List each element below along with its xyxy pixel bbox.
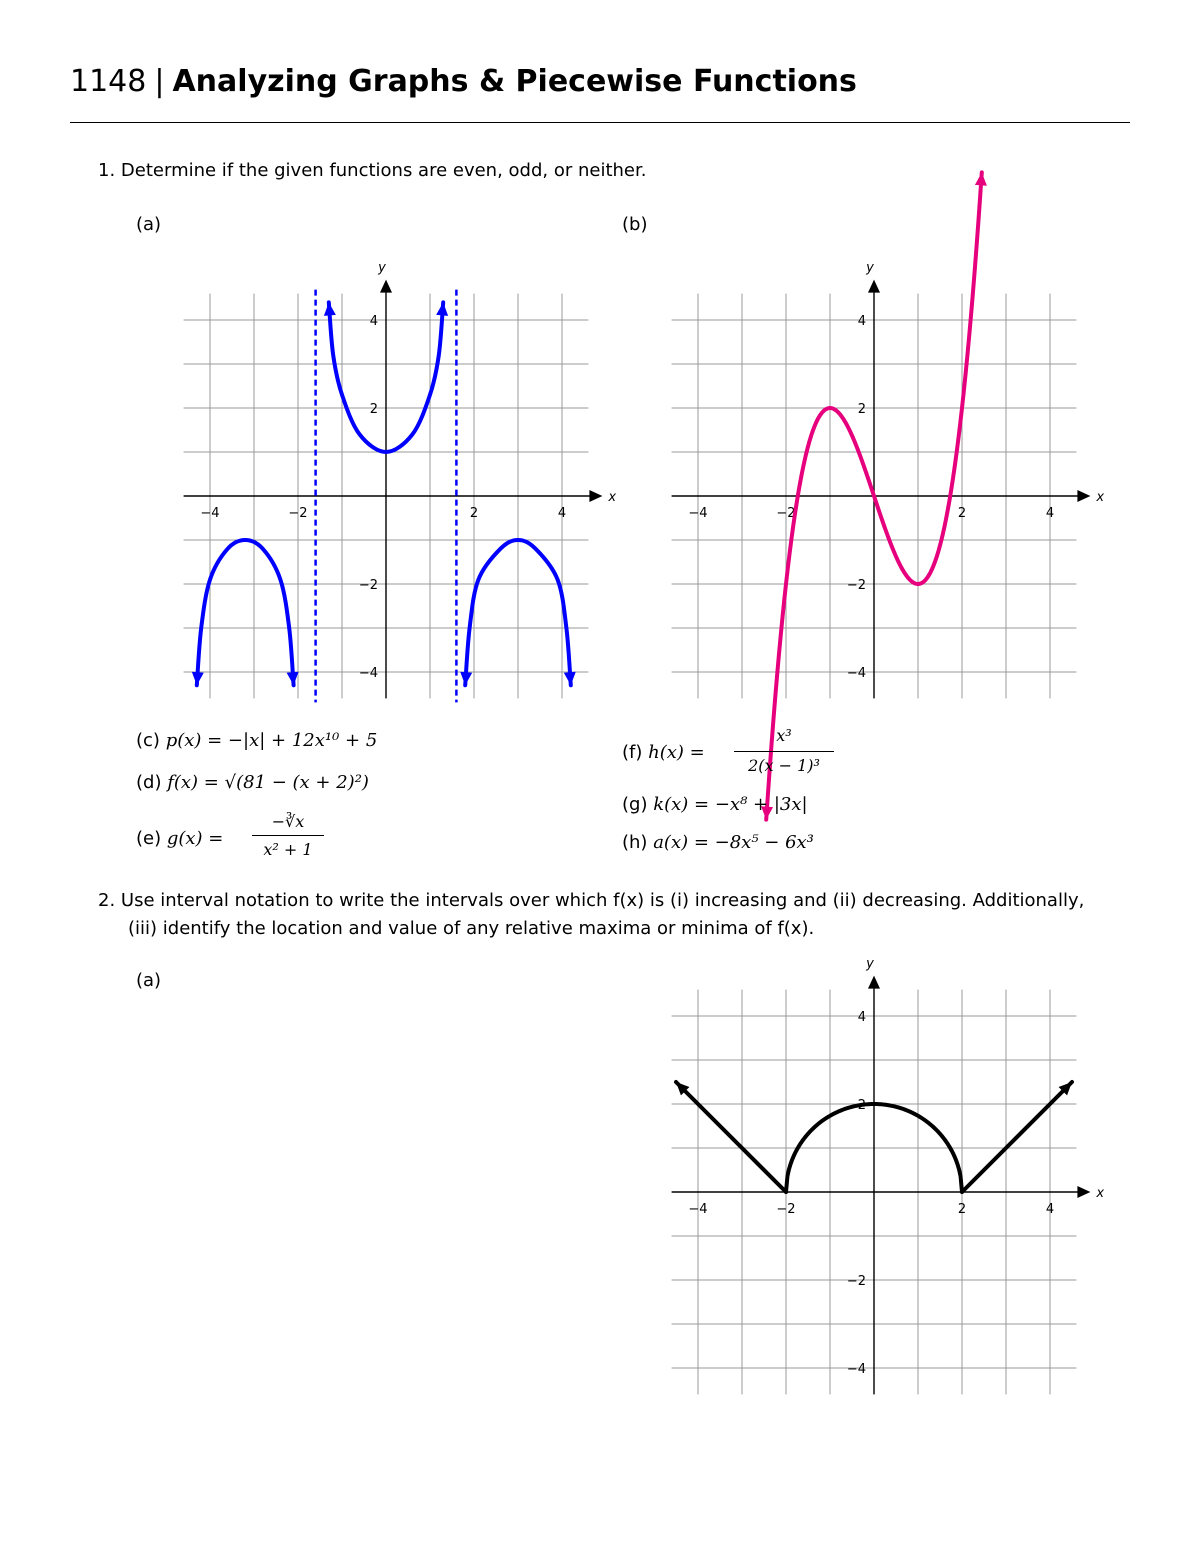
item-f xyxy=(622,742,705,763)
part-1b-label: (b) xyxy=(622,214,648,235)
item-c-expression: p(x) = −|x| + 12x¹⁰ + 5 xyxy=(165,730,378,751)
item-e-denominator: x² + 1 xyxy=(263,840,313,859)
graph-1b-x-axis-label: x xyxy=(1096,490,1105,505)
graph-1b-x-tick-label: 2 xyxy=(957,506,967,521)
graph-2a-y-tick-label: −4 xyxy=(846,1362,866,1377)
header-separator: | xyxy=(154,64,165,99)
item-g xyxy=(622,794,808,815)
item-e-lhs: g(x) = xyxy=(166,828,224,849)
graph-2a-x-tick-label: 2 xyxy=(957,1202,967,1217)
item-e-numerator: −∛x xyxy=(271,812,305,831)
page-title: Analyzing Graphs & Piecewise Functions xyxy=(172,64,857,99)
item-e xyxy=(136,828,223,849)
item-d-label: (d) xyxy=(136,772,162,793)
graph-1b-y-tick-label: 4 xyxy=(857,314,866,329)
graph-2a-x-tick-label: −4 xyxy=(688,1202,708,1217)
graph-1a-y-tick-label: 4 xyxy=(369,314,378,329)
graph-1b-y-tick-label: −2 xyxy=(846,578,866,593)
graph-2a-y-axis-arrow xyxy=(868,976,880,989)
item-h-label: (h) xyxy=(622,832,648,853)
item-d-expression: f(x) = √(81 − (x + 2)²) xyxy=(167,772,369,793)
graph-1a-x-tick-label: 4 xyxy=(557,506,567,521)
item-f-numerator: x³ xyxy=(776,726,792,745)
item-h-expression: a(x) = −8x⁵ − 6x³ xyxy=(653,832,814,853)
graph-1b-y-axis-arrow xyxy=(868,280,880,293)
graph-1b-x-tick-label: 4 xyxy=(1045,506,1055,521)
graph-1b-series-0 xyxy=(766,172,982,819)
graph-1a-series-0-arrow-end xyxy=(287,672,299,685)
graph-2a-x-tick-label: −2 xyxy=(776,1202,796,1217)
item-g-label: (g) xyxy=(622,794,648,815)
graph-1b-x-tick-label: −2 xyxy=(776,506,796,521)
problem-1-prompt: Determine if the given functions are even, odd, or neither. xyxy=(120,160,647,181)
graph-1a-x-tick-label: −4 xyxy=(200,506,220,521)
graph-1a xyxy=(176,260,617,710)
part-1a-label: (a) xyxy=(136,214,162,235)
graph-2a-series-2 xyxy=(962,1082,1072,1192)
graph-1b-series-0-arrow-end xyxy=(975,172,987,185)
graph-1a-series-1-arrow-start xyxy=(324,302,336,315)
item-f-fraction-bar xyxy=(734,751,834,752)
graph-1a-x-tick-label: 2 xyxy=(469,506,479,521)
graph-1a-series-2-arrow-end xyxy=(564,672,576,685)
graph-1a-y-tick-label: −4 xyxy=(358,666,378,681)
item-h xyxy=(622,832,814,853)
problem-2-line1: Use interval notation to write the intervals over which f(x) is (i) increasing and (ii) decreasing. Additionally, xyxy=(120,890,1085,911)
problem-2 xyxy=(98,890,1084,911)
graph-1a-x-axis-label: x xyxy=(608,490,617,505)
item-c xyxy=(136,730,377,751)
graph-2a-y-axis-label: y xyxy=(866,956,874,972)
item-d xyxy=(136,772,369,793)
graph-1a-x-tick-label: −2 xyxy=(288,506,308,521)
item-g-expression: k(x) = −x⁸ + |3x| xyxy=(653,794,808,815)
graph-1b-y-axis-label: y xyxy=(866,260,874,276)
item-e-fraction-bar xyxy=(252,835,324,836)
graph-1a-series-0-arrow-start xyxy=(192,672,204,685)
graph-1a-y-axis-label: y xyxy=(378,260,386,276)
item-f-denominator: 2(x − 1)³ xyxy=(748,756,820,775)
problem-1 xyxy=(98,160,646,181)
header-rule xyxy=(70,122,1130,123)
graph-1a-y-axis-arrow xyxy=(380,280,392,293)
graph-2a-series-0 xyxy=(676,1082,786,1192)
graph-2a-x-tick-label: 4 xyxy=(1045,1202,1055,1217)
graph-1a-y-tick-label: −2 xyxy=(358,578,378,593)
graph-1a-series-2-arrow-start xyxy=(460,672,472,685)
graph-1b-x-tick-label: −4 xyxy=(688,506,708,521)
graph-2a-y-tick-label: 4 xyxy=(857,1010,866,1025)
graph-1a-series-1-arrow-end xyxy=(436,302,448,315)
graph-2a-x-axis-label: x xyxy=(1096,1186,1105,1201)
problem-2-number: 2. xyxy=(98,890,116,911)
graph-2a-x-axis-arrow xyxy=(1077,1186,1090,1198)
item-c-label: (c) xyxy=(136,730,160,751)
graph-1b xyxy=(664,260,1105,710)
graph-1b-y-tick-label: 2 xyxy=(857,402,866,417)
graph-1a-y-tick-label: 2 xyxy=(369,402,378,417)
problem-1-number: 1. xyxy=(98,160,116,181)
part-2a-label: (a) xyxy=(136,970,162,991)
graph-1a-series-0 xyxy=(197,540,294,685)
item-e-label: (e) xyxy=(136,828,162,849)
graph-2a-y-tick-label: −2 xyxy=(846,1274,866,1289)
graph-2a-y-tick-label: 2 xyxy=(857,1098,866,1113)
page-header xyxy=(70,64,857,99)
graph-2a xyxy=(664,956,1105,1406)
item-f-lhs: h(x) = xyxy=(648,742,705,763)
graph-1b-y-tick-label: −4 xyxy=(846,666,866,681)
graph-1a-x-axis-arrow xyxy=(589,490,602,502)
item-f-label: (f) xyxy=(622,742,643,763)
problem-2-line2: (iii) identify the location and value of any relative maxima or minima of f(x). xyxy=(128,918,815,939)
page-number: 1148 xyxy=(70,64,147,99)
graph-1b-x-axis-arrow xyxy=(1077,490,1090,502)
